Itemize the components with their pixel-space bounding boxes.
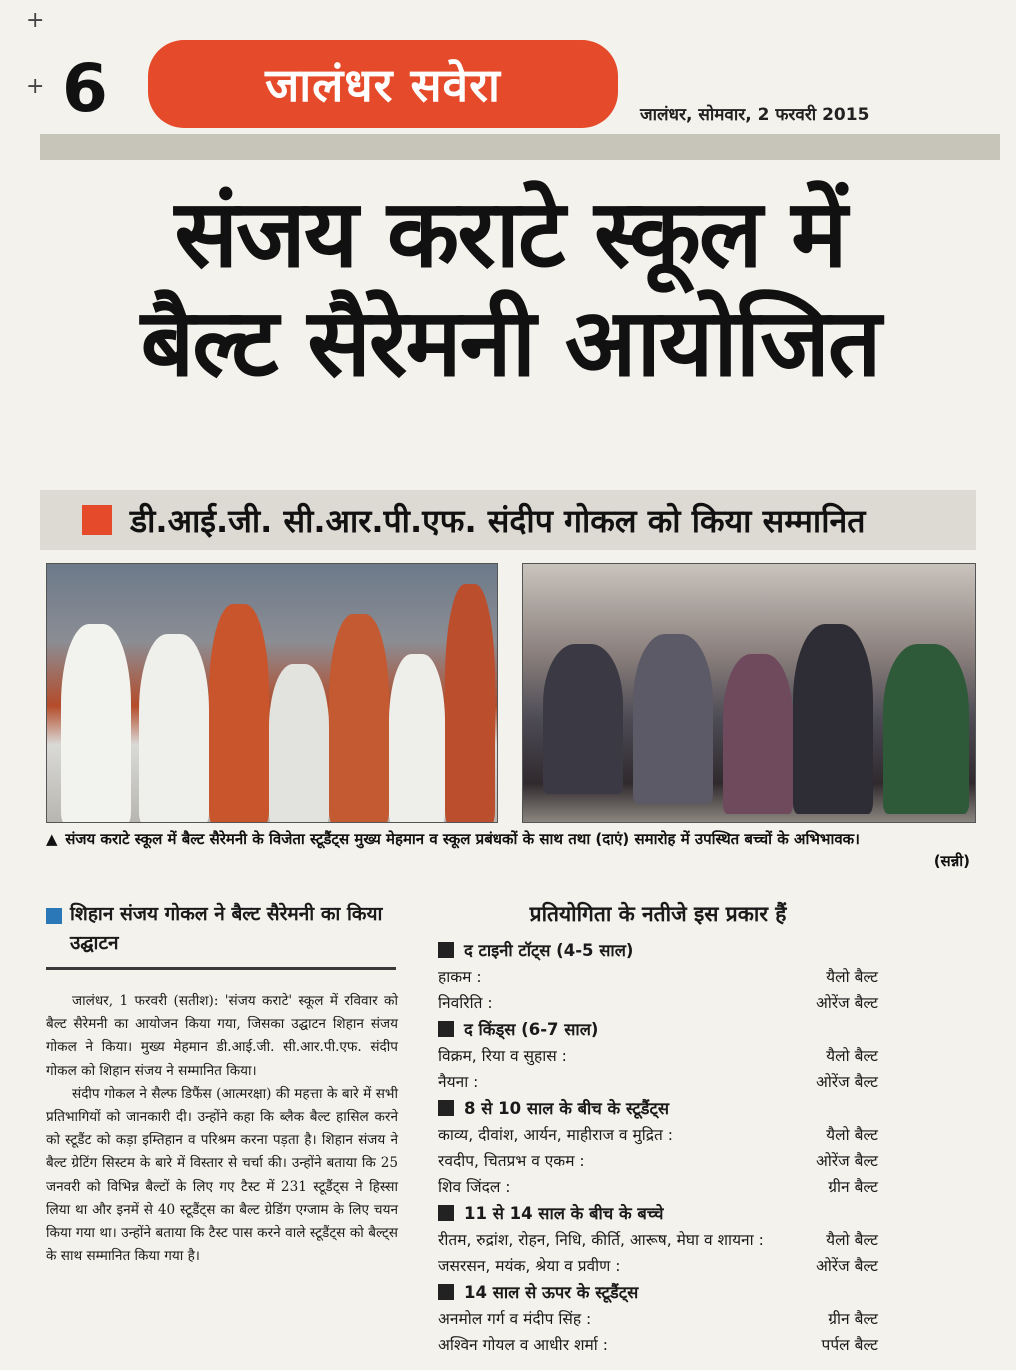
heading-rule: [46, 967, 396, 970]
belt-awarded: यैलो बैल्ट: [826, 1047, 878, 1065]
student-names: जसरसन, मयंक, श्रेया व प्रवीण :: [438, 1257, 621, 1275]
student-names: शिव जिंदल :: [438, 1178, 511, 1196]
headline-line-1: संजय कराटे स्कूल में: [174, 180, 846, 289]
results-row: [438, 1252, 878, 1278]
belt-awarded: यैलो बैल्ट: [826, 1231, 878, 1249]
photo-figure: [269, 664, 329, 823]
photo-students-with-guests: [46, 563, 498, 823]
photo-figure: [389, 654, 445, 823]
black-square-bullet: [438, 1205, 454, 1221]
dateline: जालंधर, सोमवार, 2 फरवरी 2015: [640, 105, 870, 125]
belt-awarded: ग्रीन बैल्ट: [828, 1310, 878, 1328]
photo-audience-parents: [522, 563, 976, 823]
belt-awarded: ओरेंज बैल्ट: [815, 1257, 878, 1275]
caption-arrow-icon: ▲: [46, 830, 58, 848]
results-column: [438, 900, 878, 1357]
newspaper-name: जालंधर सवेरा: [148, 40, 618, 128]
subheadline-bar: [40, 490, 976, 550]
photo-credit: (सन्नी): [933, 852, 970, 870]
results-group: [438, 1199, 878, 1226]
photo-figure: [543, 644, 623, 794]
group-name: 8 से 10 साल के बीच के स्टूडैंट्स: [464, 1099, 669, 1118]
results-row: [438, 1331, 878, 1357]
crop-mark: +: [26, 8, 45, 33]
article-paragraph: संदीप गोकल ने सैल्फ डिफैंस (आत्मरक्षा) की महत्ता के बारे में सभी प्रतिभागियों को जानकारी दी। उन्होंने कहा कि ब्लैक बैल्ट हासिल करने को स्टूडैंट को कड़ा इम्तिहान व परिश्रम करना पड़ता है। शिहान संजय ने बैल्ट ग्रेटिंग सिस्टम के बारे में विस्तार से चर्चा की। उन्होंने बताया कि 25 जनवरी को विभिन्न बैल्टों के लिए गए टैस्ट में 231 स्टूडैंट्स ने हिस्सा लिया था और इनमें से 40 स्टूडैंट्स का बैल्ट ग्रेडिंग एग्जाम के लिए चयन किया गया था। उन्होंने बताया कि टैस्ट पास करने वाले स्टूडैंट्स को बैल्ट्स के साथ सम्मानित किया गया है।: [46, 1085, 398, 1265]
belt-awarded: ओरेंज बैल्ट: [815, 1073, 878, 1091]
group-name: द किंड्स (6-7 साल): [464, 1020, 599, 1039]
results-row: [438, 1173, 878, 1199]
group-name: 11 से 14 साल के बीच के बच्चे: [464, 1204, 664, 1223]
student-names: रीतम, रुद्रांश, रोहन, निधि, कीर्ति, आरूष, मेघा व शायना :: [438, 1231, 764, 1249]
results-row: [438, 1042, 878, 1068]
belt-awarded: ओरेंज बैल्ट: [815, 1152, 878, 1170]
photo-figure: [723, 654, 793, 814]
belt-awarded: यैलो बैल्ट: [826, 968, 878, 986]
article-paragraph: जालंधर, 1 फरवरी (सतीश): 'संजय कराटे' स्कूल में रविवार को बैल्ट सैरेमनी का आयोजन किया गया, जिसका उद्घाटन शिहान संजय गोकल ने किया। मुख्य मेहमान डी.आई.जी. सी.आर.पी.एफ. संदीप गोकल को शिहान संजय ने सम्मानित किया।: [46, 993, 398, 1079]
headline-line-2: बैल्ट सैरेमनी आयोजित: [140, 289, 880, 399]
results-row: [438, 1147, 878, 1173]
article-heading: शिहान संजय गोकल ने बैल्ट सैरेमनी का किया उद्घाटन: [70, 903, 383, 955]
student-names: अनमोल गर्ग व मंदीप सिंह :: [438, 1310, 592, 1328]
belt-awarded: यैलो बैल्ट: [826, 1126, 878, 1144]
header-rule: [40, 134, 1000, 160]
photo-figure: [61, 624, 131, 823]
belt-awarded: ग्रीन बैल्ट: [828, 1178, 878, 1196]
photo-figure: [883, 644, 969, 814]
results-row: [438, 1068, 878, 1094]
results-title: प्रतियोगिता के नतीजे इस प्रकार हैं: [529, 902, 787, 926]
headline: [30, 182, 990, 397]
student-names: हाकम :: [438, 968, 482, 986]
results-row: [438, 1305, 878, 1331]
photo-caption: [46, 829, 974, 870]
student-names: निवरिति :: [438, 994, 493, 1012]
black-square-bullet: [438, 1284, 454, 1300]
results-group: [438, 1094, 878, 1121]
photo-figure: [329, 614, 389, 823]
results-group: [438, 1015, 878, 1042]
black-square-bullet: [438, 942, 454, 958]
crop-mark: +: [26, 74, 45, 99]
student-names: रवदीप, चितप्रभ व एकम :: [438, 1152, 585, 1170]
photo-figure: [209, 604, 269, 823]
student-names: विक्रम, रिया व सुहास :: [438, 1047, 567, 1065]
red-square-bullet: [82, 505, 112, 535]
belt-awarded: पर्पल बैल्ट: [821, 1336, 878, 1354]
group-name: 14 साल से ऊपर के स्टूडैंट्स: [464, 1283, 639, 1302]
results-group: [438, 1278, 878, 1305]
black-square-bullet: [438, 1100, 454, 1116]
results-row: [438, 1226, 878, 1252]
photo-figure: [445, 584, 495, 823]
results-group: [438, 936, 878, 963]
student-names: अश्विन गोयल व आधीर शर्मा :: [438, 1336, 608, 1354]
black-square-bullet: [438, 1021, 454, 1037]
photo-figure: [793, 624, 873, 814]
article-heading-block: [46, 900, 398, 970]
article-body: [46, 990, 398, 1268]
belt-awarded: ओरेंज बैल्ट: [815, 994, 878, 1012]
student-names: काव्य, दीवांश, आर्यन, माहीराज व मुद्रित :: [438, 1126, 673, 1144]
student-names: नैयना :: [438, 1073, 479, 1091]
blue-square-bullet: [46, 908, 62, 924]
group-name: द टाइनी टॉट्स (4-5 साल): [464, 941, 634, 960]
results-row: [438, 989, 878, 1015]
page-number: 6: [62, 50, 108, 127]
caption-text: संजय कराटे स्कूल में बैल्ट सैरेमनी के विजेता स्टूडैंट्स मुख्य मेहमान व स्कूल प्रबंधकों के साथ तथा (दाएं) समारोह में उपस्थित बच्चों के अभिभावक।: [65, 830, 860, 848]
results-row: [438, 963, 878, 989]
photo-figure: [633, 634, 713, 804]
masthead: [40, 40, 1000, 160]
photo-figure: [139, 634, 209, 823]
results-row: [438, 1121, 878, 1147]
subheadline: डी.आई.जी. सी.आर.पी.एफ. संदीप गोकल को किया सम्मानित: [130, 501, 866, 540]
